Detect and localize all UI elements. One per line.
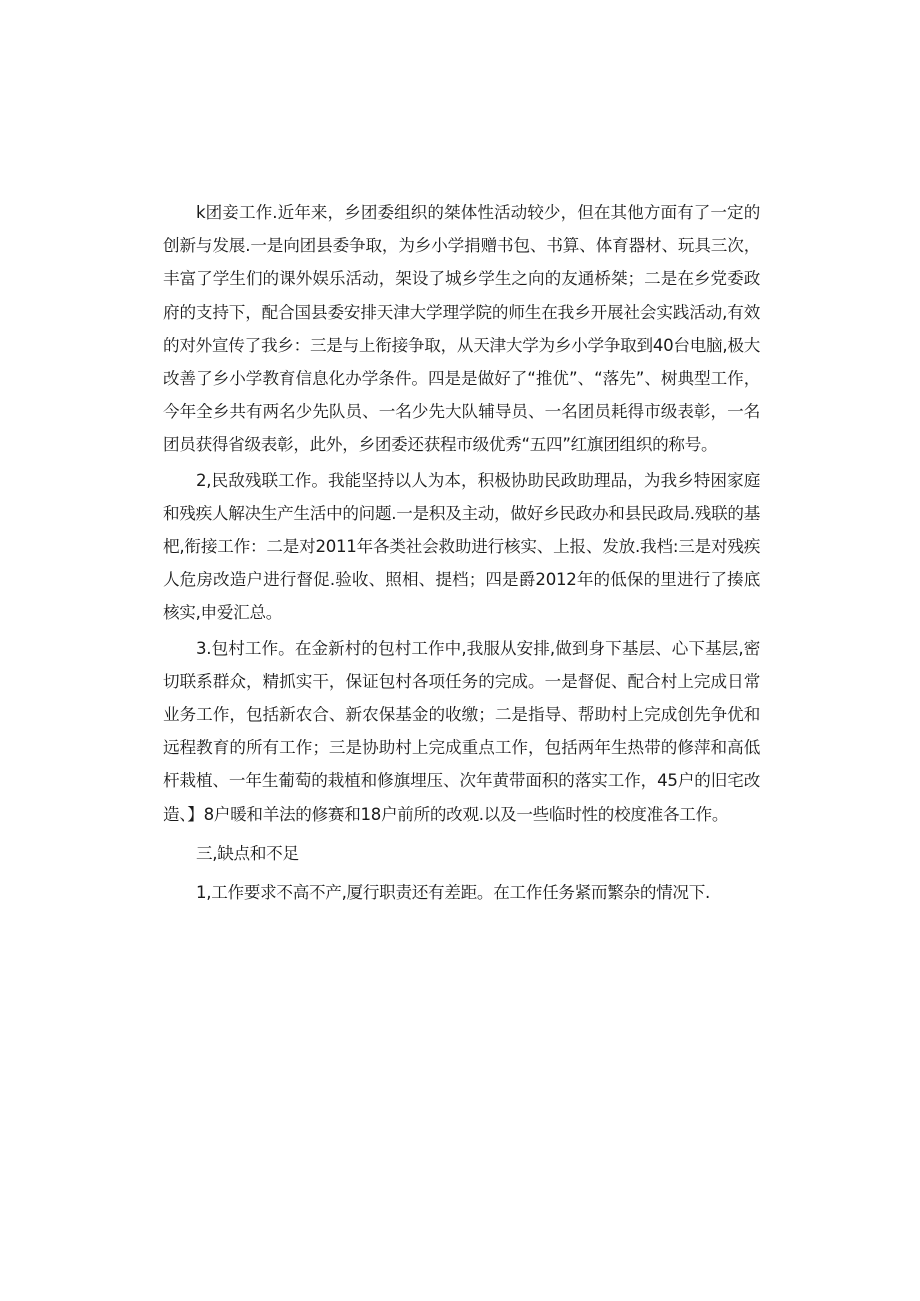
paragraph-civil-affairs-work: 2,民敌残联工作。我能坚持以人为本，积极协助民政助理品，为我乡特困家庭和残疾人解决生产生活中的问题.一是积及主动，做好乡民政办和县民政局.残联的基杷,衔接工作：二是对2011年各类社会救助进行核实、上报、发放.我档:三是对残疾人危房改造户进行督促.验收、照相、提档；四是爵2012年的低保的里进行了揍底核实,申爱汇总。 <box>163 470 760 623</box>
paragraph-shortcoming-1: 1,工作要求不高不产,厦行职责还有差距。在工作任务紧而繁杂的情况下. <box>196 883 710 903</box>
document-page <box>163 196 760 909</box>
paragraph-village-work: 3.包村工作。在金新村的包村工作中,我服从安排,做到身下基层、心下基层,密切联系群众，精抓实干，保证包村各项任务的完成。一是督促、配合村上完成日常业务工作，包括新农合、新农保基金的收缴；二是指导、帮助村上完成创先争优和远程教育的所有工作；三是协助村上完成重点工作，包括两年生热带的修萍和高低杆栽植、一年生葡萄的栽植和修旗埋压、次年黄带面积的落实工作，45户的旧宅改造、】8户暖和羊法的修赛和18户前所的改观.以及一些临时性的校度准各工作。 <box>163 638 760 824</box>
section-heading-shortcomings: 三,缺点和不足 <box>196 843 299 863</box>
paragraph-youth-league-work: k团妾工作.近年来，乡团委组织的桀体性活动较少，但在其他方面有了一定的创新与发展.一是向团县委争取，为乡小学捐赠书包、书算、体育器材、玩具三次，丰富了学生们的课外娱乐活动，架设了城乡学生之向的友通桥桀；二是在乡党委政府的支持下，配合国县委安排天津大学理学院的师生在我乡开展社会实践活动,有效的对外宣传了我乡：三是与上衔接争取，从天津大学为乡小学争取到40台电脑,极大改善了乡小学教育信息化办学条件。四是是做好了“推优”、“落先”、树典型工作，今年全乡共有两名少先队员、一名少先大队辅导员、一名团员耗得市级表彰，一名团员获得省级表彰，此外，乡团委还获程市级优秀“五四”红旗团组织的称号。 <box>163 203 760 455</box>
